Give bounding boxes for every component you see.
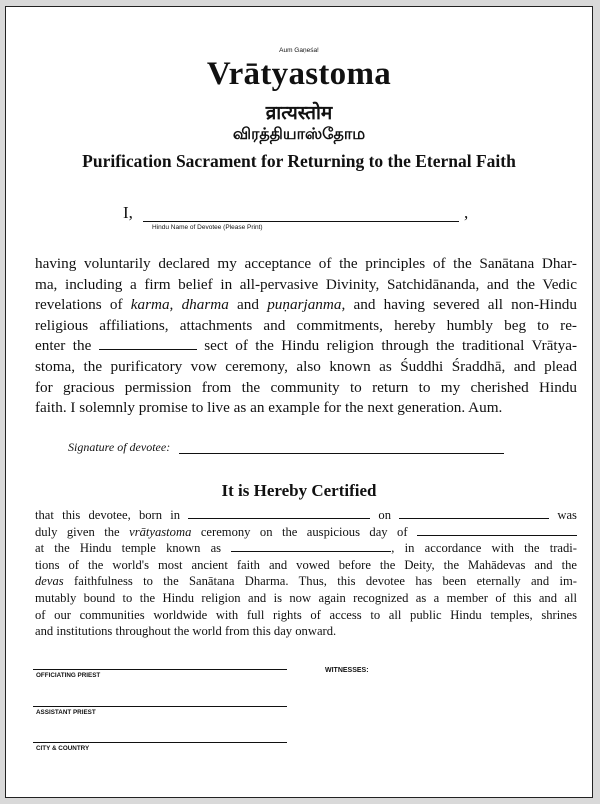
declaration-line: having voluntarily declared my acceptance of the principles of the Sanātana Dhar- [35,255,577,272]
birthplace-field[interactable] [188,508,370,519]
certification-line [35,573,577,590]
invocation: Aum Gaṇeśa! [279,47,319,54]
term-punarjanma: puṇarjanma, [267,296,346,314]
certification-line: of our communities worldwide with full rights of access to all public Hindu temples, shrines [35,607,577,622]
declaration-line [35,336,577,357]
declaration-text: and having severed all non-Hindu [353,296,577,314]
certification-line [35,540,577,557]
title-tamil: விரத்தியாஸ்தோம [232,124,366,143]
assistant-priest-label: ASSISTANT PRIEST [36,709,96,716]
signature-label: Signature of devotee: [68,440,171,454]
temple-name-field[interactable] [231,541,391,552]
birth-date-field[interactable] [399,508,549,519]
devotee-signature-row [68,440,508,455]
comma-mark: , [464,203,469,222]
declaration-line: stoma, the purificatory vow ceremony, also known as Śuddhi Śraddhā, and plead [35,357,577,375]
document-title: Vrātyastoma [206,56,392,92]
certification-line: tions of the world's most ancient faith and vowed before the Deity, the Mahādevas and the [35,557,577,572]
witnesses-label: WITNESSES: [325,667,369,674]
declaration-line: for gracious permission from the community to return to my cherished Hindu [35,378,577,396]
certificate-page [5,6,593,798]
city-country-field[interactable] [33,742,287,752]
certification-line [35,507,577,524]
certification-line: mutably bound to the Hindu religion and is now again recognized as a member of this and all [35,590,577,605]
declaration-text: revelations of [35,296,123,314]
certification-text: that this devotee, born in [35,508,181,522]
officiating-priest-label: OFFICIATING PRIEST [36,672,101,679]
devotee-signature-field[interactable] [179,453,504,454]
term-devas: devas [35,574,64,589]
term-dharma: dharma [181,296,229,314]
term-karma: karma, [130,296,174,314]
ceremony-date-field[interactable] [417,525,577,536]
officiating-priest-signature-field[interactable] [33,669,287,679]
declaration-line: ma, including a firm belief in all-pervasive Divinity, Satchidānanda, and the Vedic [35,275,577,293]
certification-text: on [378,508,391,522]
declaration-line [35,295,577,316]
pronoun-label: I, [123,203,133,222]
declaration-paragraph [35,254,577,419]
sect-blank-field[interactable] [99,337,197,350]
declaration-text: enter the [35,337,92,355]
document-subtitle: Purification Sacrament for Returning to the Eternal Faith [82,151,516,171]
devotee-name-field[interactable] [143,221,459,222]
certification-heading: It is Hereby Certified [221,481,377,500]
term-vratyastoma: vrātyastoma [129,524,192,539]
certification-text: was [557,508,577,522]
assistant-priest-signature-field[interactable] [33,706,287,716]
declaration-line: religious affiliations, attachments and commitments, hereby humbly beg to re- [35,316,577,334]
devotee-name-row [123,203,503,231]
title-devanagari: व्रात्यस्तोम [265,102,333,124]
certification-line: and institutions throughout the world from this day onward. [35,624,337,639]
certification-text: at the Hindu temple known as [35,541,222,556]
declaration-text: and [237,296,259,314]
city-country-label: CITY & COUNTRY [36,745,90,752]
certification-line [35,524,577,541]
declaration-text: sect of the Hindu religion through the traditional Vrātya- [204,337,577,355]
certification-text: duly given the [35,524,120,539]
certification-paragraph [35,507,577,640]
certification-text: ceremony on the auspicious day of [200,524,408,539]
devotee-name-caption: Hindu Name of Devotee (Please Print) [152,224,263,231]
declaration-line: faith. I solemnly promise to live as an example for the next generation. Aum. [35,399,503,417]
certification-text: faithfulness to the Sanātana Dharma. Thus, this devotee has been eternally and im- [74,574,577,589]
certification-text: , in accordance with the tradi- [391,541,577,556]
